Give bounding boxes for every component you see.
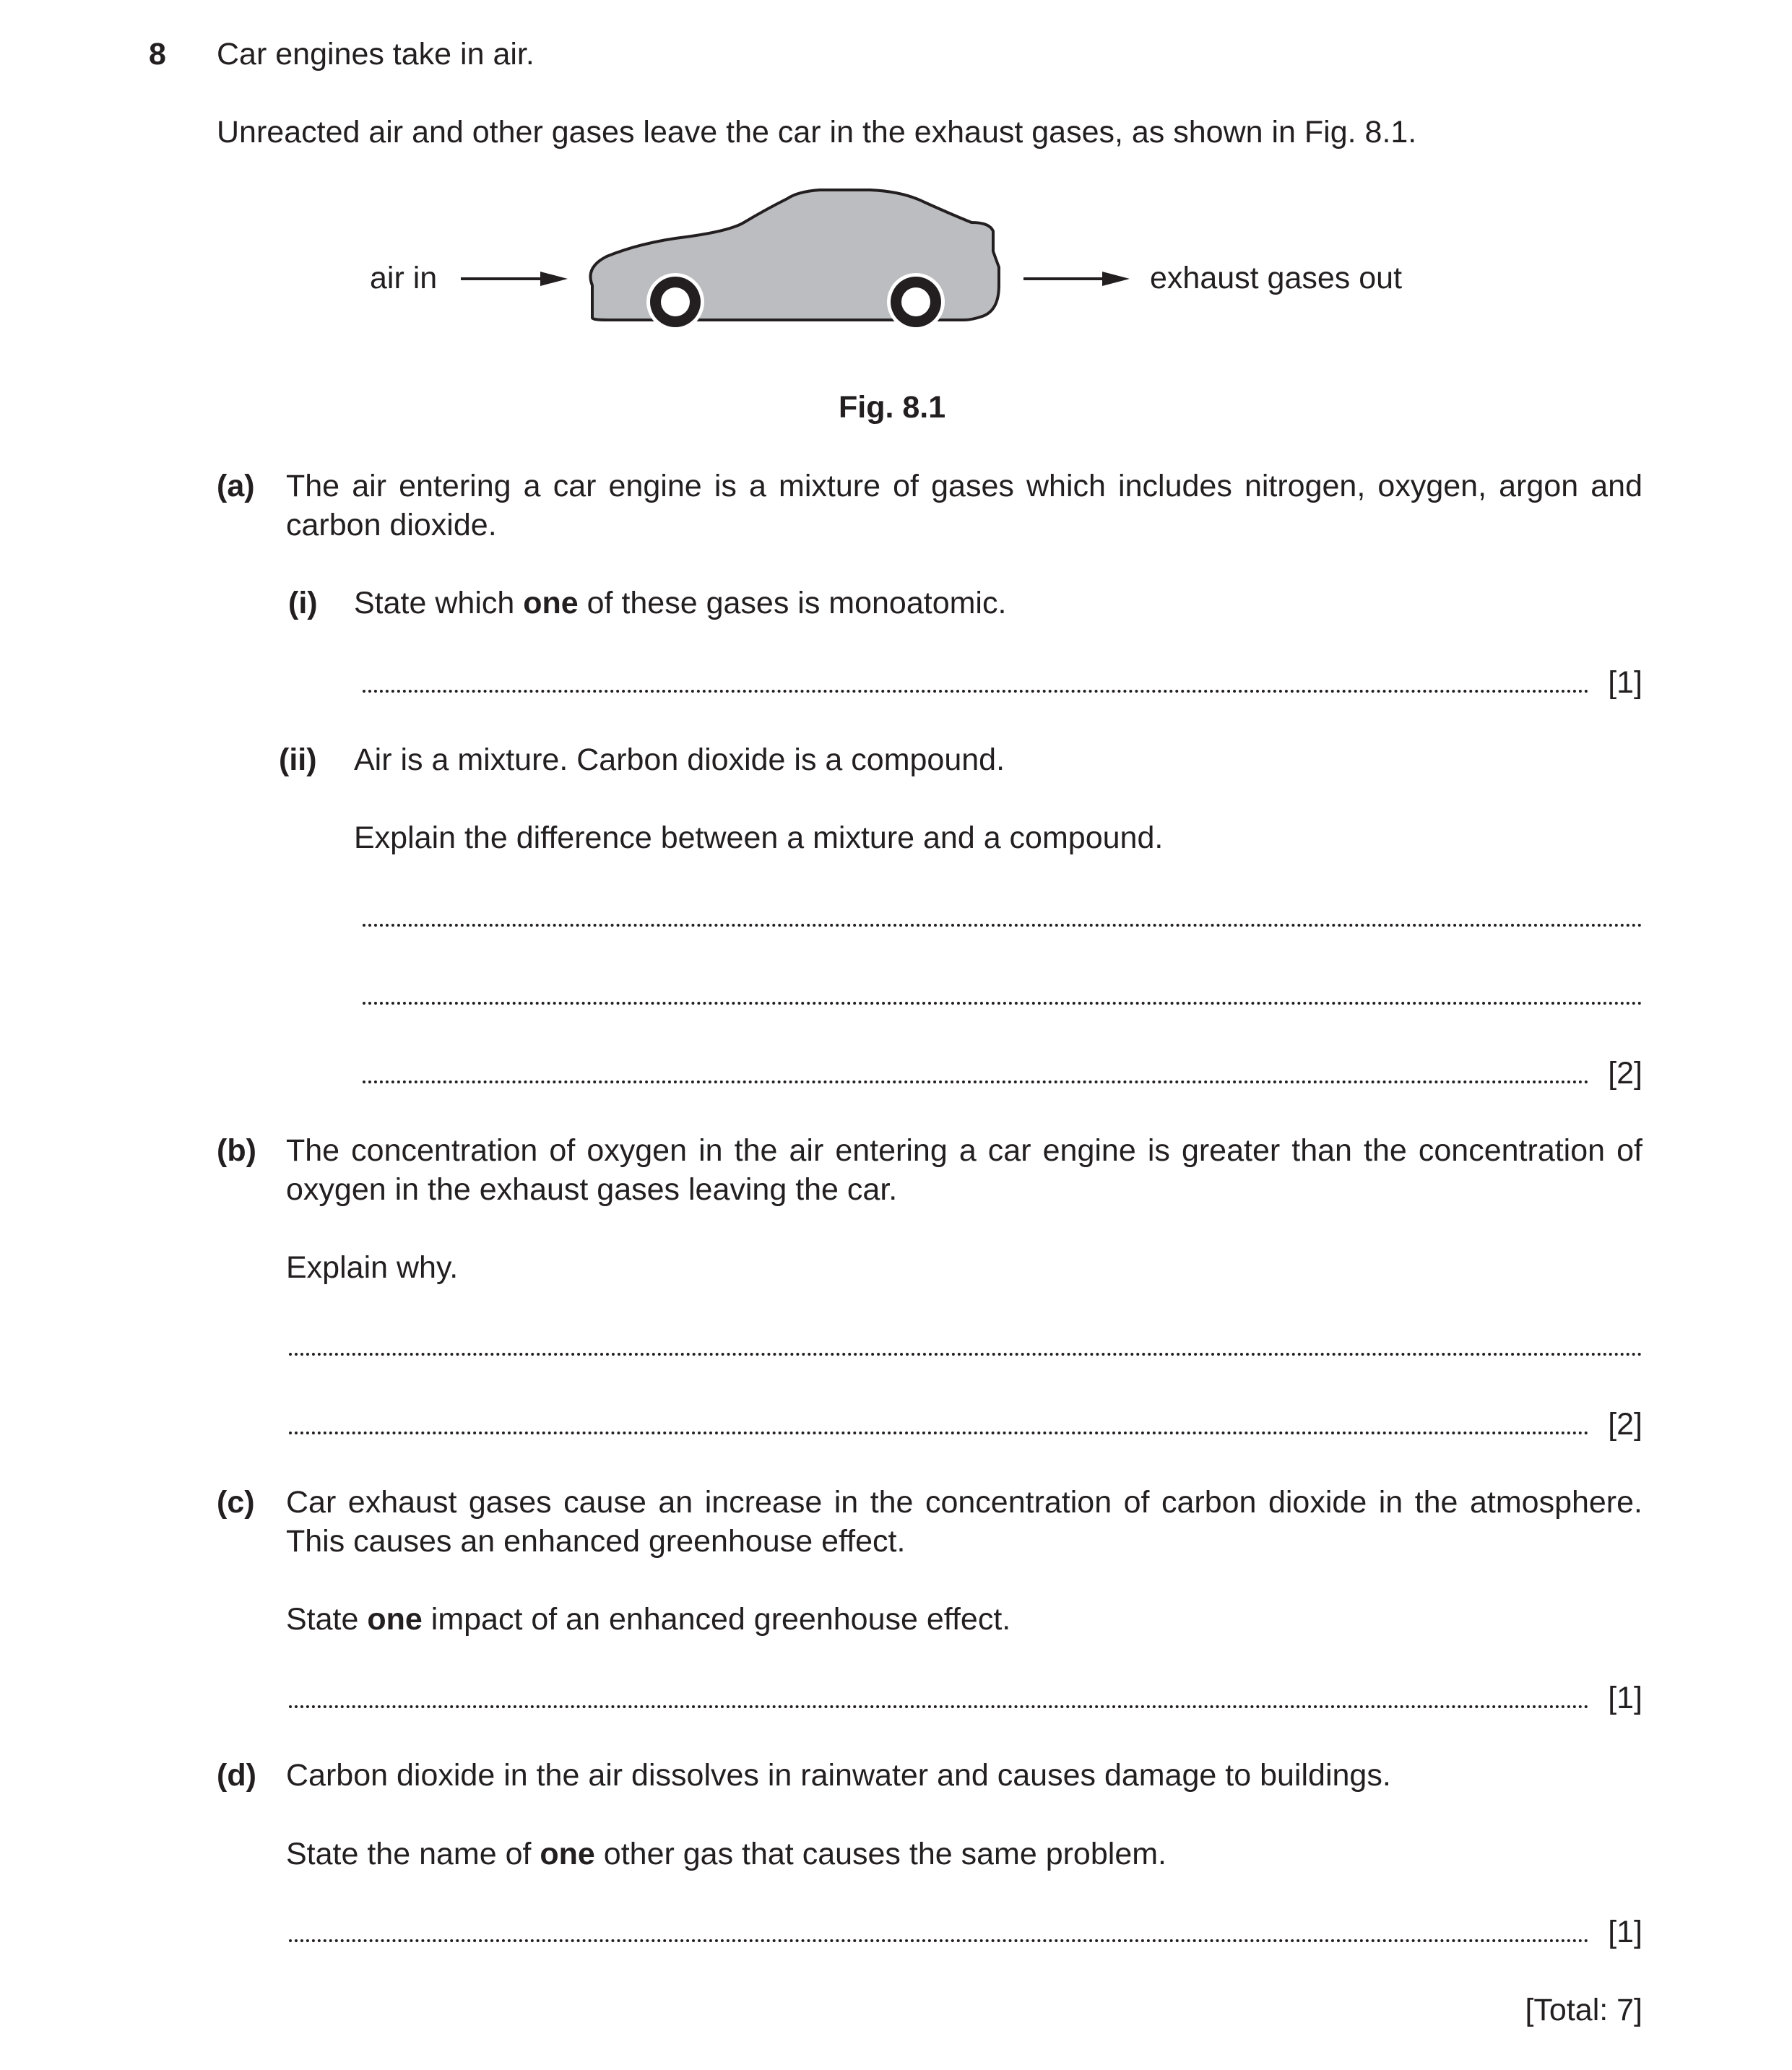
part-a-i-text-post: of these gases is monoatomic. (578, 586, 1007, 620)
part-d-prompt-bold: one (540, 1837, 595, 1871)
air-in-arrow-head (540, 272, 568, 286)
answer-dots[interactable] (363, 924, 1642, 927)
part-a-i-text-bold: one (523, 586, 579, 620)
part-d-label: (d) (217, 1758, 256, 1793)
marks-c: [1] (1608, 1681, 1642, 1715)
part-a-label: (a) (217, 469, 255, 503)
marks-a-ii: [2] (1608, 1056, 1642, 1091)
part-a-ii-text-2: Explain the difference between a mixture and a compound. (354, 820, 1164, 855)
part-a-i-label: (i) (288, 586, 318, 620)
marks-b: [2] (1608, 1407, 1642, 1442)
part-d-prompt-pre: State the name of (286, 1837, 540, 1871)
answer-dots[interactable] (363, 1002, 1642, 1005)
exhaust-arrow-head (1102, 272, 1130, 286)
answer-line-a-ii-1[interactable] (363, 897, 1642, 936)
answer-dots[interactable] (363, 1081, 1589, 1083)
answer-line-a-ii-2[interactable] (363, 975, 1642, 1014)
answer-line-a-ii-3[interactable] (363, 1054, 1642, 1093)
exhaust-gases-out-label: exhaust gases out (1150, 261, 1403, 295)
part-b-label: (b) (217, 1133, 256, 1168)
total-marks: [Total: 7] (1525, 1993, 1642, 2027)
part-c-prompt-post: impact of an enhanced greenhouse effect. (422, 1602, 1011, 1637)
part-c-prompt (286, 1600, 1010, 1639)
answer-dots[interactable] (289, 1353, 1642, 1356)
figure-8-1 (0, 173, 1792, 361)
part-b-text: The concentration of oxygen in the air entering a car engine is greater than the concentration of oxygen in the exhaust gases leaving the car. (286, 1133, 1642, 1207)
air-in-label: air in (370, 261, 438, 295)
answer-line-d[interactable] (289, 1913, 1642, 1952)
answer-dots[interactable] (289, 1939, 1589, 1942)
part-c-text: Car exhaust gases cause an increase in the concentration of carbon dioxide in the atmosphere. This causes an enhanced greenhouse effect. (286, 1485, 1642, 1559)
part-a-ii-text-1: Air is a mixture. Carbon dioxide is a compound. (354, 742, 1005, 777)
marks-a-i: [1] (1608, 665, 1642, 700)
question-number: 8 (149, 37, 166, 72)
intro-text-2: Unreacted air and other gases leave the car in the exhaust gases, as shown in Fig. 8.1. (217, 115, 1417, 150)
front-wheel (887, 273, 945, 331)
rear-wheel (646, 273, 704, 331)
answer-dots[interactable] (363, 690, 1589, 693)
part-c-label: (c) (217, 1485, 255, 1520)
answer-dots[interactable] (289, 1705, 1589, 1708)
answer-line-b-2[interactable] (289, 1405, 1642, 1444)
answer-dots[interactable] (289, 1432, 1589, 1434)
answer-line-a-i[interactable] (363, 663, 1642, 702)
part-d-prompt-post: other gas that causes the same problem. (594, 1837, 1166, 1871)
part-b-prompt: Explain why. (286, 1250, 459, 1285)
figure-caption: Fig. 8.1 (839, 390, 946, 425)
part-a-ii-label: (ii) (279, 742, 317, 777)
part-c-prompt-pre: State (286, 1602, 368, 1637)
part-c-prompt-bold: one (367, 1602, 423, 1637)
intro-text-1: Car engines take in air. (217, 37, 534, 72)
part-d-text: Carbon dioxide in the air dissolves in rainwater and causes damage to buildings. (286, 1758, 1391, 1793)
answer-line-b-1[interactable] (289, 1326, 1642, 1365)
answer-line-c[interactable] (289, 1679, 1642, 1718)
marks-d: [1] (1608, 1915, 1642, 1949)
part-a-i-text-pre: State which (354, 586, 524, 620)
part-d-prompt (286, 1835, 1166, 1874)
part-a-text: The air entering a car engine is a mixture of gases which includes nitrogen, oxygen, argon and carbon dioxide. (286, 469, 1642, 542)
part-a-i-question (354, 584, 1006, 623)
